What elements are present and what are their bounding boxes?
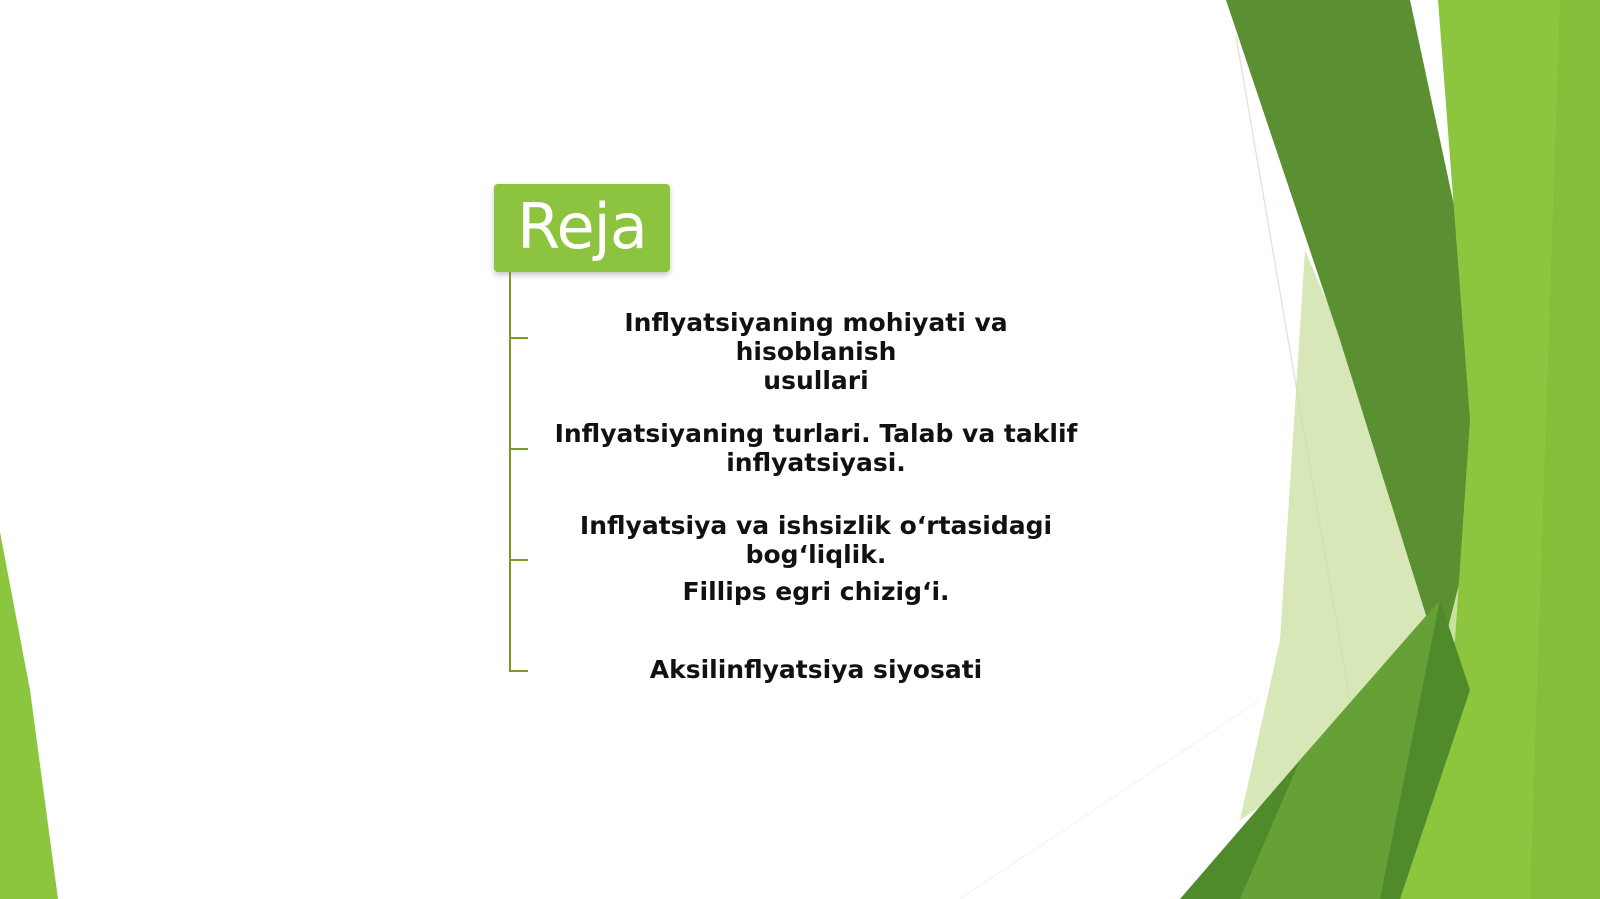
left-green-shape <box>0 532 58 899</box>
title-box <box>494 184 670 272</box>
connector-tick-1 <box>509 337 528 339</box>
plan-item-2-line-1: Inflyatsiyaning turlari. Talab va taklif <box>554 419 1078 448</box>
plan-item-3-line-3: Fillips egri chizig‘i. <box>682 577 950 606</box>
plan-item-2-line-2: inflyatsiyasi. <box>726 448 906 477</box>
plan-item-2 <box>548 419 1084 477</box>
plan-item-3 <box>548 511 1084 606</box>
plan-item-4 <box>548 655 1084 684</box>
plan-item-3-line-2: bog‘liqlik. <box>745 540 887 569</box>
connector-line <box>509 272 511 671</box>
plan-item-1-line-1: Inflyatsiyaning mohiyati va hisoblanish <box>624 308 1008 366</box>
plan-item-3-line-1: Inflyatsiya va ishsizlik o‘rtasidagi <box>579 511 1053 540</box>
plan-item-1 <box>548 308 1084 395</box>
plan-item-4-line-1: Aksilinflyatsiya siyosati <box>649 655 983 684</box>
plan-item-1-line-2: usullari <box>763 366 869 395</box>
slide-title: Reja <box>517 190 647 263</box>
connector-tick-4 <box>509 670 528 672</box>
connector-tick-2 <box>509 448 528 450</box>
connector-tick-3 <box>509 559 528 561</box>
